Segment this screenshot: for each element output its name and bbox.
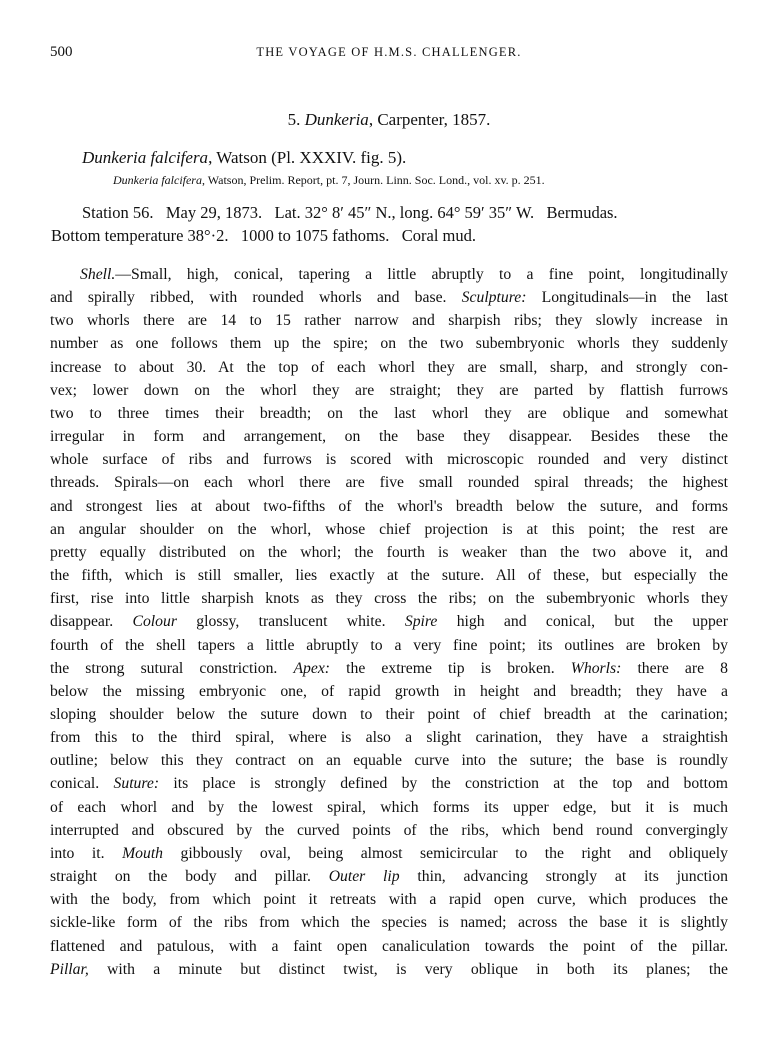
description-text: with a minute but distinct twist, is very oblique in both its planes; the (88, 960, 728, 978)
description-text: the fifth, which is still smaller, lies exactly at the suture. All of these, but especially the (50, 567, 728, 585)
description-line (50, 657, 728, 680)
description-line (50, 309, 728, 332)
running-head: THE VOYAGE OF H.M.S. CHALLENGER. (256, 45, 522, 59)
station-line-1: Station 56. May 29, 1873. Lat. 32° 8′ 45″ N., long. 64° 59′ 35″ W. Bermudas. (82, 203, 618, 222)
description-line (50, 332, 728, 355)
description-line (50, 935, 728, 958)
description-text: of each whorl and by the lowest spiral, which forms its upper edge, but it is much (50, 798, 728, 816)
description-text: fourth of the shell tapers a little abruptly to a very fine point; its outlines are broken by (50, 636, 728, 654)
description-line (50, 911, 728, 934)
description-line (50, 518, 728, 541)
description-text: gibbously oval, being almost semicircular to the right and obliquely (163, 844, 728, 862)
description-text: the strong sutural constriction. (50, 659, 294, 677)
description-line (50, 471, 728, 494)
description-text: Longitudinals—in the last (526, 289, 728, 307)
description-line (50, 796, 728, 819)
description-text: two whorls there are 14 to 15 rather narrow and sharpish ribs; they slowly increase in (50, 312, 728, 330)
description-text: increase to about 30. At the top of each whorl they are small, sharp, and strongly con- (50, 358, 728, 376)
description-line (50, 425, 728, 448)
description-text: interrupted and obscured by the curved points of the ribs, which bend round convergingly (50, 821, 728, 839)
description-line (50, 495, 728, 518)
genus-name: Dunkeria (304, 110, 369, 129)
species-citation: , Watson (Pl. XXXIV. fig. 5). (208, 148, 407, 167)
shell-description (50, 263, 728, 981)
description-line (50, 610, 728, 633)
document-page (50, 44, 728, 981)
page-header (50, 44, 728, 68)
reference-line (50, 173, 728, 188)
reference-citation: , Watson, Prelim. Report, pt. 7, Journ. Linn. Soc. Lond., vol. xv. p. 251. (201, 173, 545, 187)
description-text: —Small, high, conical, tapering a little abruptly to a fine point, longitudinally (115, 266, 728, 283)
page-number: 500 (50, 44, 73, 60)
description-line (50, 772, 728, 795)
description-text: high and conical, but the upper (437, 613, 728, 631)
description-italic-term: Mouth (122, 844, 164, 862)
description-text: irregular in form and arrangement, on the base they disappear. Besides these the (50, 428, 728, 446)
description-text: into it. (50, 844, 123, 862)
description-line (50, 888, 728, 911)
description-italic-term: Sculpture: (461, 289, 527, 307)
species-name: Dunkeria falcifera (82, 148, 209, 167)
description-line (50, 865, 728, 888)
description-text: number as one follows them up the spire; on the two subembryonic whorls they suddenly (50, 335, 728, 353)
species-heading (50, 148, 728, 168)
description-text: two to three times their breadth; on the last whorl they are oblique and somewhat (50, 404, 728, 422)
description-italic-term: Shell. (80, 266, 116, 283)
description-line (50, 263, 728, 286)
description-line (50, 842, 728, 865)
description-italic-term: Spire (404, 613, 438, 631)
description-text: its place is strongly defined by the constriction at the top and bottom (159, 775, 729, 793)
description-text: and strongest lies at about two-fifths of the whorl's breadth below the suture, and forms (50, 497, 728, 515)
description-text: below the missing embryonic one, of rapid growth in height and breadth; they have a (50, 682, 728, 700)
reference-name: Dunkeria falcifera (113, 173, 202, 187)
description-line (50, 958, 728, 981)
description-line (50, 564, 728, 587)
description-text: disappear. (50, 613, 133, 631)
description-text: an angular shoulder on the whorl, whose chief projection is at this point; the rest are (50, 520, 728, 538)
description-text: threads. Spirals—on each whorl there are five small rounded spiral threads; the highest (50, 474, 728, 492)
genus-authority: , Carpenter, 1857. (368, 110, 491, 129)
description-line (50, 634, 728, 657)
description-text: and spirally ribbed, with rounded whorls and base. (50, 289, 462, 307)
description-text: thin, advancing strongly at its junction (399, 868, 728, 886)
description-text: vex; lower down on the whorl they are straight; they are parted by flattish furrows (50, 381, 728, 399)
description-text: sickle-like form of the ribs from which the species is named; across the base it is slightly (50, 914, 728, 932)
description-line (50, 680, 728, 703)
description-italic-term: Apex: (293, 659, 331, 677)
description-text: with the body, from which point it retreats with a rapid open curve, which produces the (50, 891, 728, 909)
description-line (50, 379, 728, 402)
station-line-2: Bottom temperature 38°·2. 1000 to 1075 fathoms. Coral mud. (51, 226, 476, 245)
description-text: the extreme tip is broken. (330, 659, 571, 677)
description-text: pretty equally distributed on the whorl; the fourth is weaker than the two above it, and (50, 543, 728, 561)
genus-number: 5. (287, 110, 301, 129)
description-italic-term: Outer lip (328, 868, 400, 886)
description-text: sloping shoulder below the suture down to their point of chief breadth at the carination; (50, 705, 728, 723)
description-line (50, 703, 728, 726)
description-line (50, 819, 728, 842)
description-text: from this to the third spiral, where is also a slight carination, they have a straightish (50, 729, 728, 747)
description-italic-term: Whorls: (570, 659, 622, 677)
description-line (50, 356, 728, 379)
description-text: glossy, translucent white. (176, 613, 405, 631)
station-record (50, 201, 728, 247)
description-text: straight on the body and pillar. (50, 868, 329, 886)
description-line (50, 749, 728, 772)
description-italic-term: Pillar, (50, 960, 89, 978)
description-text: outline; below this they contract on an equable curve into the suture; the base is roundly (50, 752, 728, 770)
description-text: conical. (50, 775, 114, 793)
description-line (50, 541, 728, 564)
description-italic-term: Colour (132, 613, 177, 631)
description-italic-term: Suture: (113, 775, 160, 793)
description-text: flattened and patulous, with a faint open canaliculation towards the point of the pillar. (50, 937, 728, 955)
description-text: first, rise into little sharpish knots as they cross the ribs; on the subembryonic whorls they (50, 590, 728, 608)
description-line (50, 286, 728, 309)
description-text: there are 8 (621, 659, 728, 677)
description-line (50, 402, 728, 425)
description-line (50, 448, 728, 471)
description-line (50, 587, 728, 610)
description-line (50, 726, 728, 749)
genus-heading (50, 110, 728, 130)
description-text: whole surface of ribs and furrows is scored with microscopic rounded and very distinct (50, 451, 728, 469)
